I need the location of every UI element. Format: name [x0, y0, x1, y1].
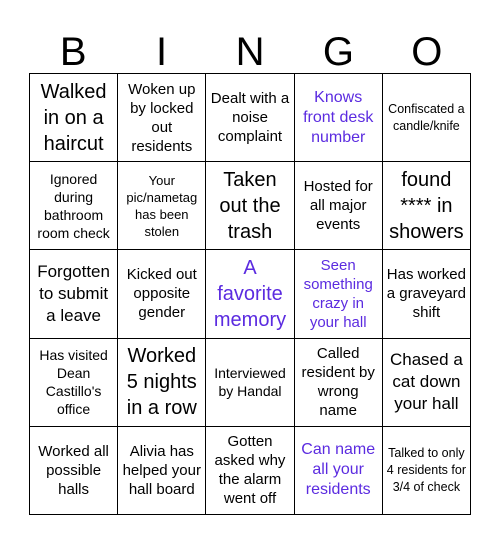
- bingo-cell-r4c4[interactable]: [295, 339, 383, 427]
- cell-label: Woken up by locked out residents: [128, 80, 196, 155]
- bingo-cell-r5c3[interactable]: [206, 427, 294, 515]
- bingo-header: [29, 30, 471, 74]
- bingo-cell-r1c4[interactable]: [295, 74, 383, 162]
- cell-label: A favorite memory: [213, 256, 287, 331]
- bingo-cell-r1c2[interactable]: [118, 74, 206, 162]
- bingo-cell-r4c1[interactable]: [30, 339, 118, 427]
- bingo-cell-r3c5[interactable]: [383, 250, 471, 338]
- bingo-cell-r5c2[interactable]: [118, 427, 206, 515]
- cell-label: Interviewed by Handal: [214, 365, 286, 400]
- bingo-cell-r3c4[interactable]: [295, 250, 383, 338]
- header-letter-i: I: [156, 30, 168, 74]
- cell-label: Gotten asked why the alarm went off: [214, 433, 286, 508]
- bingo-cell-r1c3[interactable]: [206, 74, 294, 162]
- bingo-cell-r2c3[interactable]: [206, 162, 294, 250]
- header-letter-o: O: [411, 30, 443, 74]
- cell-label: Kicked out opposite gender: [126, 266, 197, 322]
- cell-label: Has visited Dean Castillo's office: [39, 347, 108, 418]
- bingo-cell-r4c5[interactable]: [383, 339, 471, 427]
- cell-label: Talked to only 4 residents for 3/4 of check: [386, 445, 466, 494]
- bingo-cell-r2c2[interactable]: [118, 162, 206, 250]
- bingo-cell-r5c1[interactable]: [30, 427, 118, 515]
- cell-label: Walked in on a haircut: [40, 80, 107, 155]
- bingo-cell-r3c3[interactable]: [206, 250, 294, 338]
- bingo-cell-r1c1[interactable]: [30, 74, 118, 162]
- cell-label: Forgotten to submit a leave: [37, 261, 110, 325]
- cell-label: Chased a cat down your hall: [390, 350, 463, 414]
- cell-label: Called resident by wrong name: [301, 345, 375, 420]
- bingo-cell-r3c2[interactable]: [118, 250, 206, 338]
- cell-label: Hosted for all major events: [303, 178, 373, 234]
- cell-label: Ignored during bathroom room check: [37, 170, 110, 241]
- header-letter-b: B: [59, 30, 87, 74]
- bingo-cell-r4c2[interactable]: [118, 339, 206, 427]
- bingo-board: [29, 73, 471, 515]
- cell-label: Confiscated a candle/knife: [388, 101, 465, 133]
- bingo-cell-r2c1[interactable]: [30, 162, 118, 250]
- cell-label: Has worked a graveyard shift: [386, 266, 466, 322]
- cell-label: Dealt with a noise complaint: [210, 90, 290, 146]
- cell-label: Seen something crazy in your hall: [303, 256, 373, 331]
- cell-label: Knows front desk number: [303, 88, 374, 146]
- cell-label: Your pic/nametag has been stolen: [126, 172, 198, 239]
- bingo-cell-r2c4[interactable]: [295, 162, 383, 250]
- cell-label: Worked all possible halls: [38, 442, 109, 498]
- bingo-cell-r5c4[interactable]: [295, 427, 383, 515]
- header-letter-n: N: [235, 30, 265, 74]
- cell-label: Worked 5 nights in a row: [126, 345, 197, 420]
- cell-label: Alivia has helped your hall board: [122, 442, 201, 498]
- cell-label: Taken out the trash: [219, 168, 281, 243]
- bingo-cell-r1c5[interactable]: [383, 74, 471, 162]
- cell-label: Can name all your residents: [301, 441, 376, 499]
- bingo-cell-r5c5[interactable]: [383, 427, 471, 515]
- bingo-cell-r3c1[interactable]: [30, 250, 118, 338]
- bingo-cell-r4c3[interactable]: [206, 339, 294, 427]
- cell-label: found **** in showers: [389, 168, 464, 243]
- bingo-cell-r2c5[interactable]: [383, 162, 471, 250]
- header-letter-g: G: [322, 30, 354, 74]
